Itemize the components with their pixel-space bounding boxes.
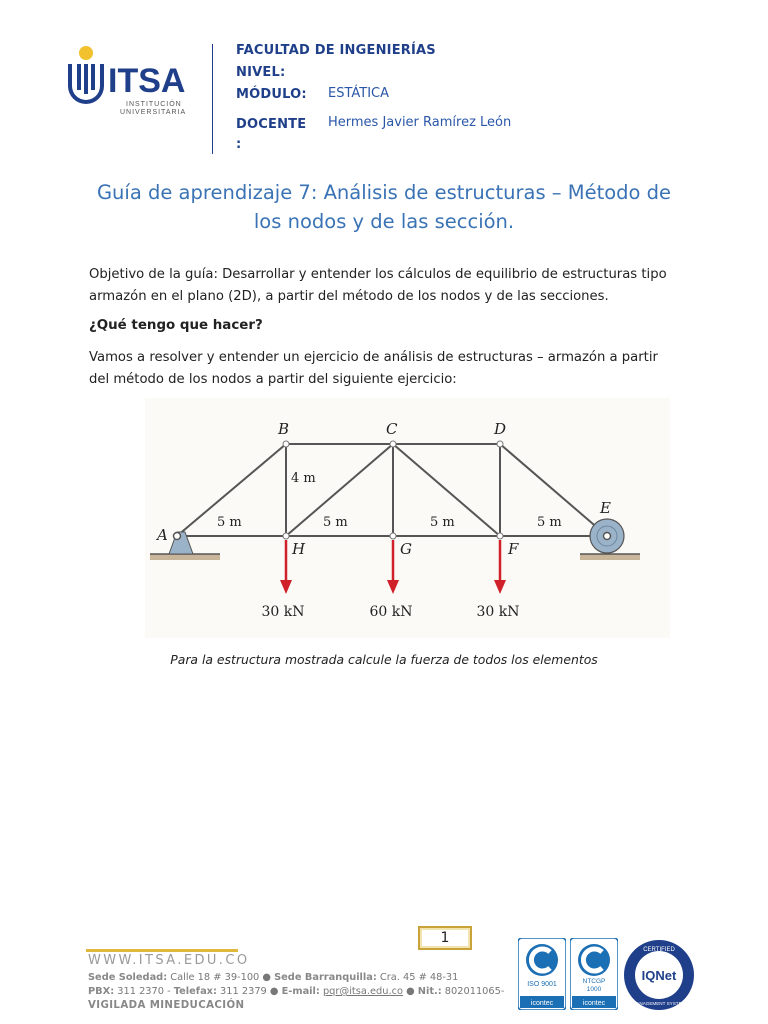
- objective-line-1: Objetivo de la guía: Desarrollar y entender los cálculos de equilibrio de estructuras tipo: [89, 267, 667, 282]
- faculty-label: FACULTAD DE INGENIERÍAS: [236, 43, 436, 58]
- iso9001-cert-logo: [518, 938, 566, 1010]
- objective-line-2: armazón en el plano (2D), a partir del método de los nodos y de las secciones.: [89, 289, 609, 304]
- footer-address-line: [88, 972, 458, 983]
- logo-sub2: UNIVERSITARIA: [120, 109, 187, 116]
- dim-height-label: 4 m: [291, 471, 316, 486]
- iqnet-top-text: CERTIFIED: [643, 947, 675, 953]
- iqnet-cert-logo: [622, 938, 696, 1012]
- ntcgp1000-cert-logo: [570, 938, 618, 1010]
- intro-line-1: Vamos a resolver y entender un ejercicio de análisis de estructuras – armazón a partir: [89, 350, 658, 365]
- vigilada-label: VIGILADA MINEDUCACIÓN: [88, 1000, 245, 1011]
- page-number: 1: [440, 930, 450, 946]
- bullet-3: ●: [406, 986, 415, 997]
- sede1-value: Calle 18 # 39-100: [170, 972, 260, 983]
- header-divider: [212, 44, 213, 154]
- node-e-label: E: [600, 499, 611, 517]
- dim-fe-label: 5 m: [537, 515, 562, 530]
- iqnet-text: IQNet: [641, 968, 677, 983]
- load-g-label: 60 kN: [369, 604, 413, 620]
- cert2-label-a: NTCGP: [582, 978, 606, 985]
- telefax-value: 311 2379: [220, 986, 267, 997]
- sede2-label: Sede Barranquilla:: [274, 972, 377, 983]
- pbx-value: 311 2370 -: [117, 986, 171, 997]
- website-link[interactable]: WWW.ITSA.EDU.CO: [88, 953, 250, 968]
- node-b-label: B: [278, 420, 290, 438]
- question-heading: ¿Qué tengo que hacer?: [89, 318, 263, 333]
- load-f-label: 30 kN: [476, 604, 520, 620]
- icontec-label-1: icontec: [530, 1000, 554, 1007]
- docente-colon: :: [236, 137, 242, 152]
- email-link[interactable]: pqr@itsa.edu.co: [322, 986, 403, 997]
- node-d-label: D: [494, 420, 507, 438]
- logo-sub1: INSTITUCIÓN: [126, 101, 182, 108]
- cert1-label: ISO 9001: [527, 981, 557, 988]
- email-label: E-mail:: [281, 986, 320, 997]
- node-h-label: H: [292, 540, 306, 558]
- iqnet-bottom-text: MANAGEMENT SYSTEM: [632, 1001, 686, 1006]
- ground-left: [150, 554, 220, 560]
- node-f-label: F: [508, 540, 519, 558]
- nit-value: 802011065-: [444, 986, 505, 997]
- page-title: [60, 178, 708, 236]
- intro-line-2: del método de los nodos a partir del siguiente ejercicio:: [89, 372, 457, 387]
- icontec-label-2: icontec: [582, 1000, 606, 1007]
- intro-paragraph: [89, 347, 709, 391]
- bullet-2: ●: [269, 986, 279, 997]
- truss-diagram: [145, 398, 670, 638]
- cert2-label-b: 1000: [586, 986, 602, 993]
- docente-label: DOCENTE: [236, 117, 307, 132]
- telefax-label: Telefax:: [173, 986, 217, 997]
- objective-paragraph: [89, 264, 709, 308]
- node-c-label: C: [386, 420, 398, 438]
- sede1-label: Sede Soledad:: [88, 972, 168, 983]
- dim-hg-label: 5 m: [323, 515, 348, 530]
- sede2-value: Cra. 45 # 48-31: [379, 972, 459, 983]
- page-number-box: [418, 926, 472, 950]
- dim-ah-label: 5 m: [217, 515, 242, 530]
- bullet-1: ●: [262, 972, 271, 983]
- nivel-label: NIVEL:: [236, 65, 286, 80]
- docente-value: Hermes Javier Ramírez León: [328, 115, 512, 130]
- node-a-label: A: [157, 526, 168, 544]
- node-g-label: G: [400, 540, 412, 558]
- title-line-2: los nodos y de las sección.: [253, 210, 515, 233]
- modulo-value: ESTÁTICA: [328, 86, 390, 101]
- itsa-logo: [64, 44, 204, 124]
- load-h-label: 30 kN: [261, 604, 305, 620]
- figure-caption: Para la estructura mostrada calcule la fuerza de todos los elementos: [170, 652, 598, 667]
- footer-contact-line: [88, 986, 504, 997]
- title-line-1: Guía de aprendizaje 7: Análisis de estructuras – Método de: [96, 181, 672, 204]
- logo-text: ITSA: [108, 62, 186, 100]
- dim-gf-label: 5 m: [430, 515, 455, 530]
- nit-label: Nit.:: [417, 986, 442, 997]
- pbx-label: PBX:: [88, 986, 115, 997]
- ground-right: [580, 554, 640, 560]
- footer-accent-line: [86, 949, 238, 952]
- modulo-label: MÓDULO:: [236, 87, 307, 102]
